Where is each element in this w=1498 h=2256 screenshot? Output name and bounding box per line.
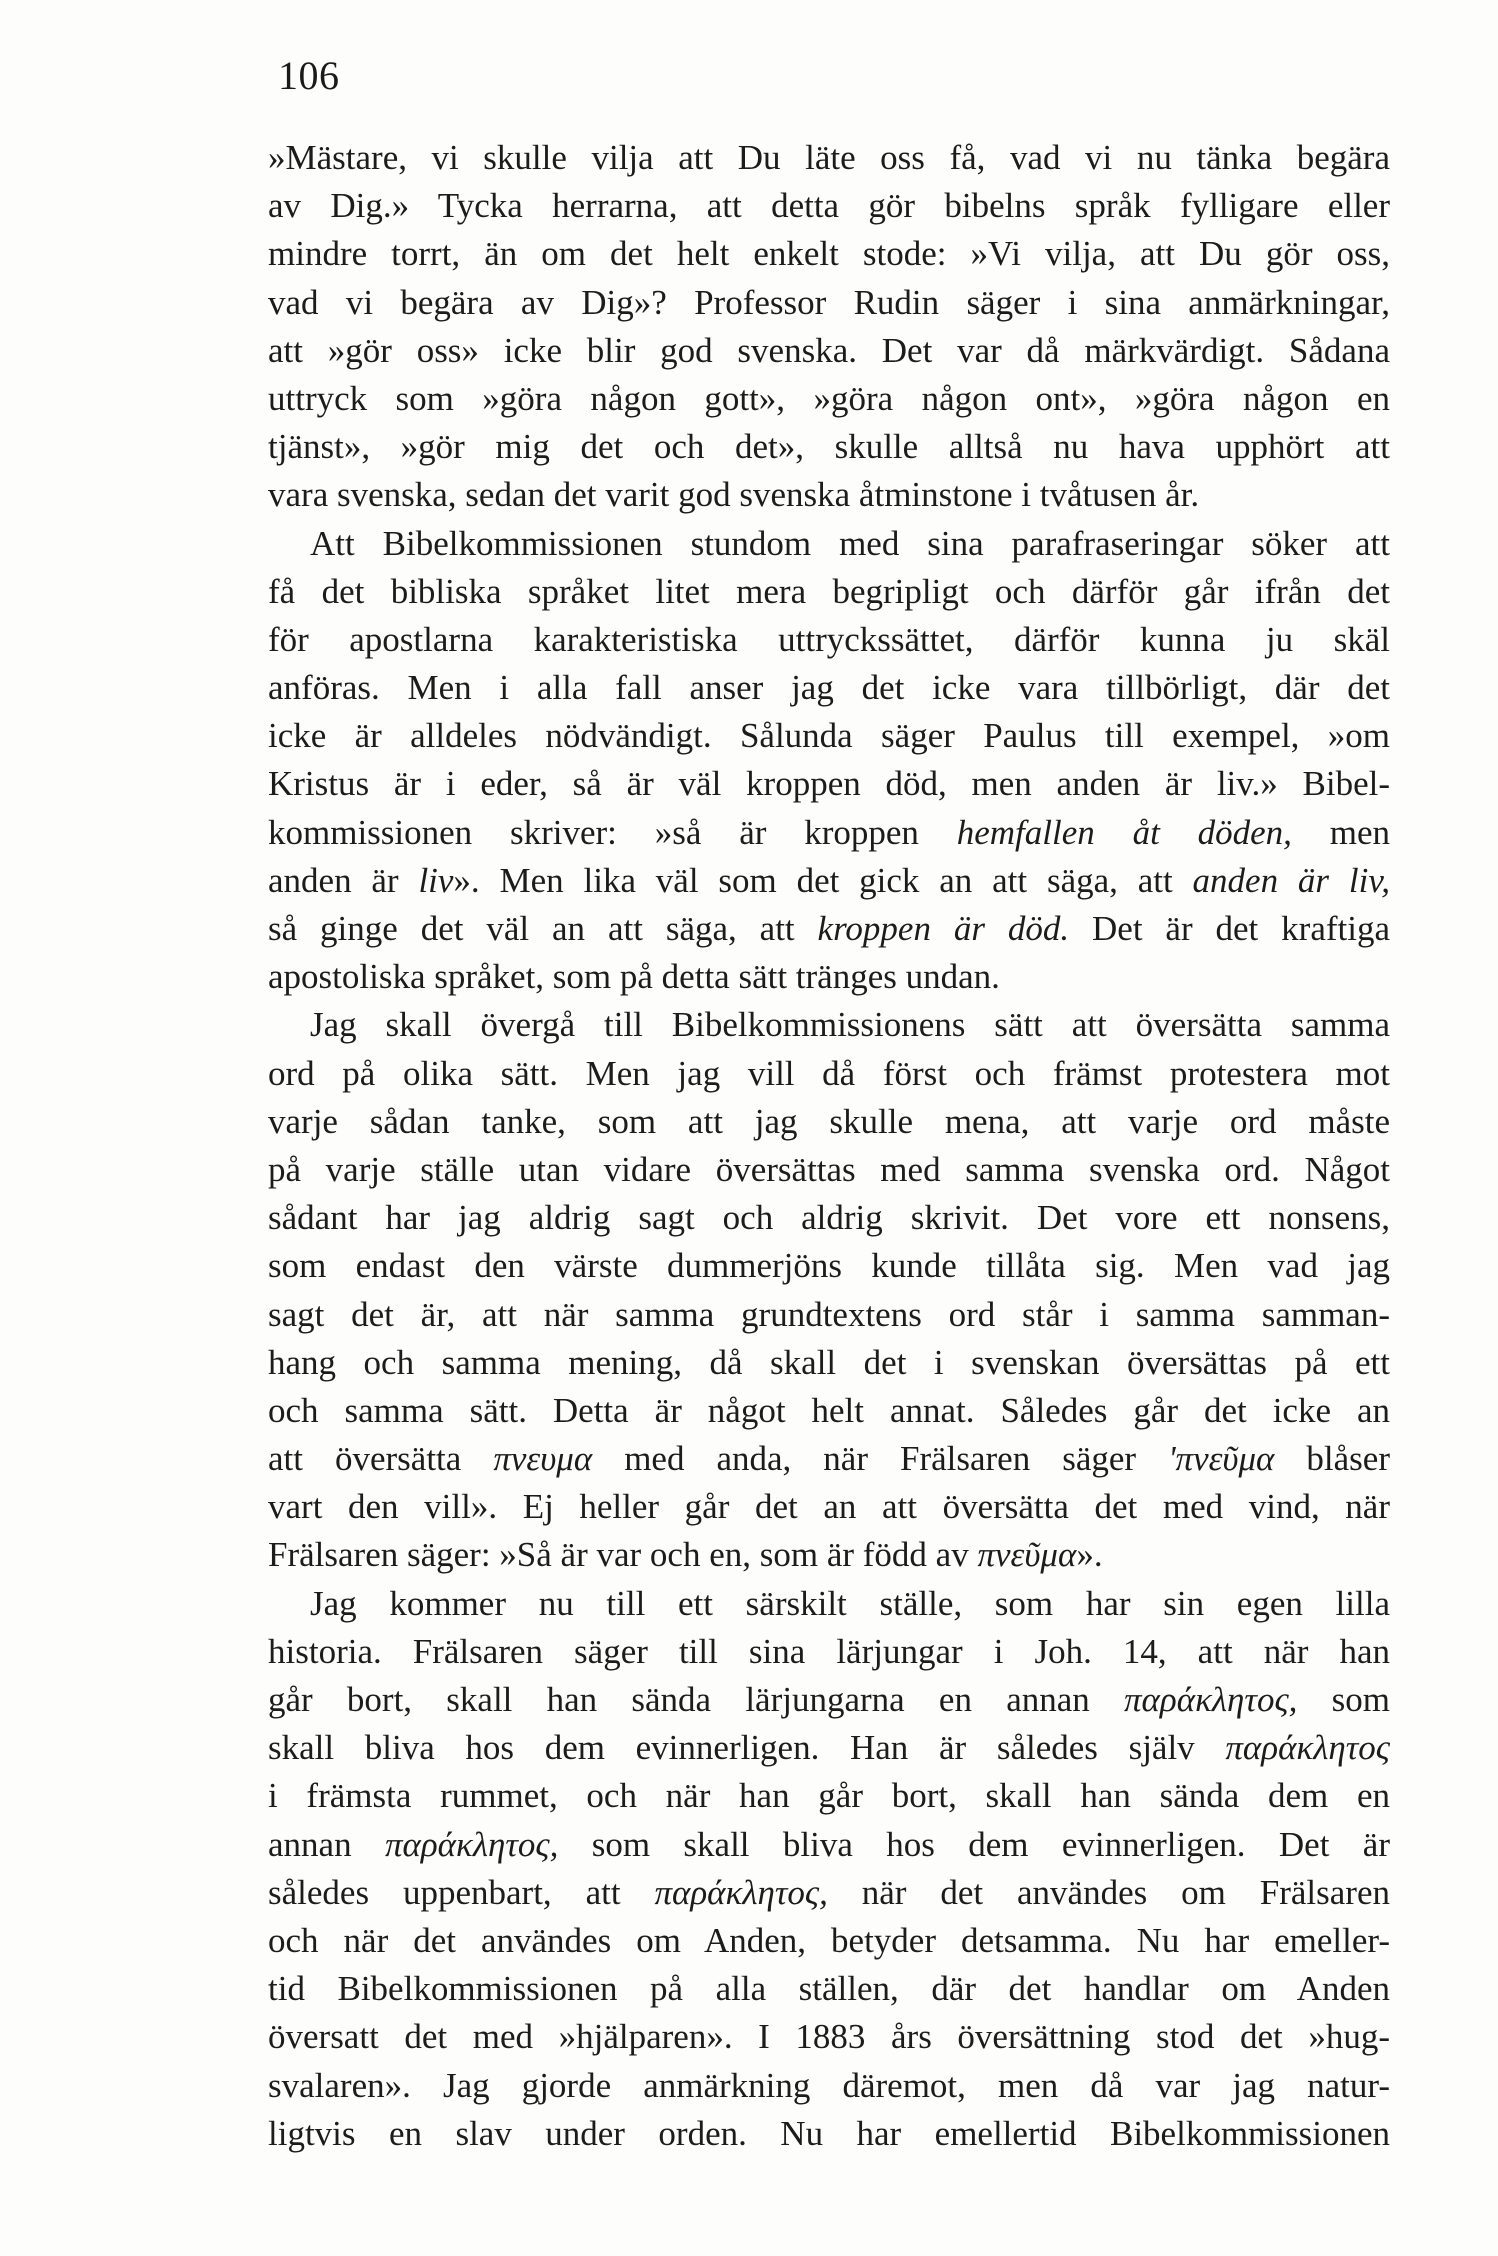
greek-word: πνευμα	[493, 1439, 593, 1479]
text-line	[268, 1965, 1390, 2013]
italic-text: anden är liv,	[1192, 860, 1391, 900]
text-segment: uttryck som »göra någon gott», »göra någon ont», »göra någon en	[268, 378, 1390, 418]
text-segment: anföras. Men i alla fall anser jag det icke vara tillbörligt, där det	[268, 668, 1390, 708]
text-segment: så ginge det väl an att säga, att	[268, 909, 818, 948]
text-line	[268, 1387, 1390, 1435]
text-segment: Det är det kraftiga	[1069, 909, 1391, 948]
greek-word: πνεῦμα	[977, 1535, 1077, 1575]
text-line	[268, 1724, 1390, 1772]
text-line	[268, 182, 1390, 230]
text-segment: som skall bliva hos dem evinnerligen. Det är	[558, 1824, 1390, 1864]
text-line	[268, 1435, 1390, 1483]
text-line	[268, 1917, 1390, 1965]
text-segment: icke är alldeles nödvändigt. Sålunda säger Paulus till exempel, »om	[268, 716, 1390, 756]
text-line	[268, 1242, 1390, 1290]
text-segment: kommissionen skriver: »så är kroppen	[268, 812, 957, 852]
text-segment: Jag kommer nu till ett särskilt ställe, som har sin egen lilla	[310, 1583, 1390, 1623]
text-segment: på varje ställe utan vidare översättas med samma svenska ord. Något	[268, 1149, 1390, 1189]
text-segment: vad vi begära av Dig»? Professor Rudin säger i sina anmärkningar,	[268, 282, 1390, 322]
text-segment: anden är	[268, 860, 419, 900]
body-text	[268, 134, 1390, 2158]
italic-text: hemfallen åt döden,	[956, 812, 1292, 852]
text-segment: sagt det är, att när samma grundtextens ord står i samma samman-	[268, 1294, 1390, 1334]
text-line	[268, 809, 1390, 857]
greek-word: παράκλητος,	[654, 1872, 828, 1912]
text-segment: Jag skall övergå till Bibelkommissionens sätt att översätta samma	[310, 1005, 1390, 1045]
greek-word: παράκλητος,	[384, 1824, 559, 1864]
text-segment: apostoliska språket, som på detta sätt tränges undan.	[268, 957, 1000, 997]
text-line	[268, 712, 1390, 760]
text-line	[268, 279, 1390, 327]
text-line	[268, 520, 1390, 568]
text-line	[268, 423, 1390, 471]
text-line	[268, 1676, 1390, 1724]
greek-word: παράκλητος	[1225, 1728, 1390, 1768]
text-segment: tid Bibelkommissionen på alla ställen, där det handlar om Anden	[268, 1969, 1390, 2009]
text-line	[268, 857, 1390, 905]
text-segment: skall bliva hos dem evinnerligen. Han är således själv	[268, 1728, 1226, 1768]
text-segment: vara svenska, sedan det varit god svenska åtminstone i tvåtusen år.	[268, 475, 1200, 515]
text-line	[268, 2062, 1390, 2110]
text-segment: svalaren». Jag gjorde anmärkning däremot, men då var jag natur-	[268, 2065, 1390, 2105]
text-line	[268, 230, 1390, 278]
text-line	[268, 1339, 1390, 1387]
text-segment: och samma sätt. Detta är något helt annat. Således går det icke an	[268, 1390, 1390, 1430]
text-line	[268, 1146, 1390, 1194]
text-segment: i främsta rummet, och när han går bort, skall han sända dem en	[268, 1776, 1390, 1816]
text-line	[268, 905, 1390, 953]
text-segment: av Dig.» Tycka herrarna, att detta gör bibelns språk fylligare eller	[268, 186, 1390, 226]
text-line	[268, 1291, 1390, 1339]
text-line	[268, 1580, 1390, 1628]
greek-word: 'πνεῦμα	[1168, 1439, 1275, 1479]
text-segment: ligtvis en slav under orden. Nu har emellertid Bibelkommissionen	[268, 2113, 1390, 2153]
text-segment: Att Bibelkommissionen stundom med sina parafraseringar söker att	[310, 523, 1390, 563]
text-line	[268, 2013, 1390, 2061]
text-segment: annan	[268, 1824, 385, 1864]
text-segment: »Mästare, vi skulle vilja att Du läte oss få, vad vi nu tänka begära	[268, 138, 1390, 177]
text-line	[268, 375, 1390, 423]
text-line	[268, 953, 1390, 1001]
text-segment: går bort, skall han sända lärjungarna en annan	[268, 1680, 1125, 1719]
text-line	[268, 1001, 1390, 1049]
greek-word: παράκλητος,	[1124, 1680, 1298, 1719]
page-number: 106	[278, 53, 340, 98]
text-segment: att översätta	[268, 1439, 494, 1479]
italic-text: liv	[418, 860, 454, 900]
text-line	[268, 1869, 1390, 1917]
text-segment: Frälsaren säger: »Så är var och en, som är född av	[268, 1535, 978, 1575]
text-segment: översatt det med »hjälparen». I 1883 års översättning stod det »hug-	[268, 2017, 1390, 2057]
text-line	[268, 1483, 1390, 1531]
text-line	[268, 1628, 1390, 1676]
text-line	[268, 1821, 1390, 1869]
text-segment: som endast den värste dummerjöns kunde tillåta sig. Men vad jag	[268, 1246, 1390, 1286]
text-line	[268, 327, 1390, 375]
text-segment: historia. Frälsaren säger till sina lärjungar i Joh. 14, att när han	[268, 1631, 1390, 1671]
text-line	[268, 568, 1390, 616]
text-segment: ». Men lika väl som det gick an att säga, att	[453, 860, 1193, 900]
text-segment: få det bibliska språket litet mera begripligt och därför går ifrån det	[268, 571, 1390, 611]
text-segment: för apostlarna karakteristiska uttryckssättet, därför kunna ju skäl	[268, 619, 1390, 659]
text-segment: med anda, när Frälsaren säger	[592, 1439, 1169, 1479]
text-line	[268, 760, 1390, 808]
text-segment: sådant har jag aldrig sagt och aldrig skrivit. Det vore ett nonsens,	[268, 1198, 1390, 1238]
text-segment: ord på olika sätt. Men jag vill då först och främst protestera mot	[268, 1053, 1390, 1093]
text-line	[268, 1098, 1390, 1146]
text-segment: blåser	[1274, 1439, 1390, 1479]
text-segment: att »gör oss» icke blir god svenska. Det var då märkvärdigt. Sådana	[268, 330, 1390, 370]
text-line	[268, 1194, 1390, 1242]
text-line	[268, 2110, 1390, 2158]
text-line	[268, 616, 1390, 664]
text-segment: Kristus är i eder, så är väl kroppen död, men anden är liv.» Bibel-	[268, 764, 1390, 804]
text-line	[268, 664, 1390, 712]
text-segment: men	[1291, 812, 1390, 852]
text-line	[268, 134, 1390, 182]
text-segment: hang och samma mening, då skall det i svenskan översättas på ett	[268, 1342, 1390, 1382]
text-line	[268, 1050, 1390, 1098]
text-segment: mindre torrt, än om det helt enkelt stode: »Vi vilja, att Du gör oss,	[268, 234, 1390, 274]
text-segment: ».	[1076, 1535, 1103, 1575]
text-line	[268, 1772, 1390, 1820]
text-segment: tjänst», »gör mig det och det», skulle alltså nu hava upphört att	[268, 427, 1390, 467]
text-segment: varje sådan tanke, som att jag skulle mena, att varje ord måste	[268, 1101, 1390, 1141]
text-segment: som	[1297, 1680, 1390, 1719]
text-line	[268, 471, 1390, 519]
text-line	[268, 1531, 1390, 1579]
text-segment: när det användes om Frälsaren	[827, 1872, 1390, 1912]
text-segment: och när det användes om Anden, betyder detsamma. Nu har emeller-	[268, 1920, 1390, 1960]
text-segment: vart den vill». Ej heller går det an att översätta det med vind, när	[268, 1487, 1390, 1527]
text-segment: således uppenbart, att	[268, 1872, 655, 1912]
italic-text: kroppen är död.	[817, 909, 1070, 948]
